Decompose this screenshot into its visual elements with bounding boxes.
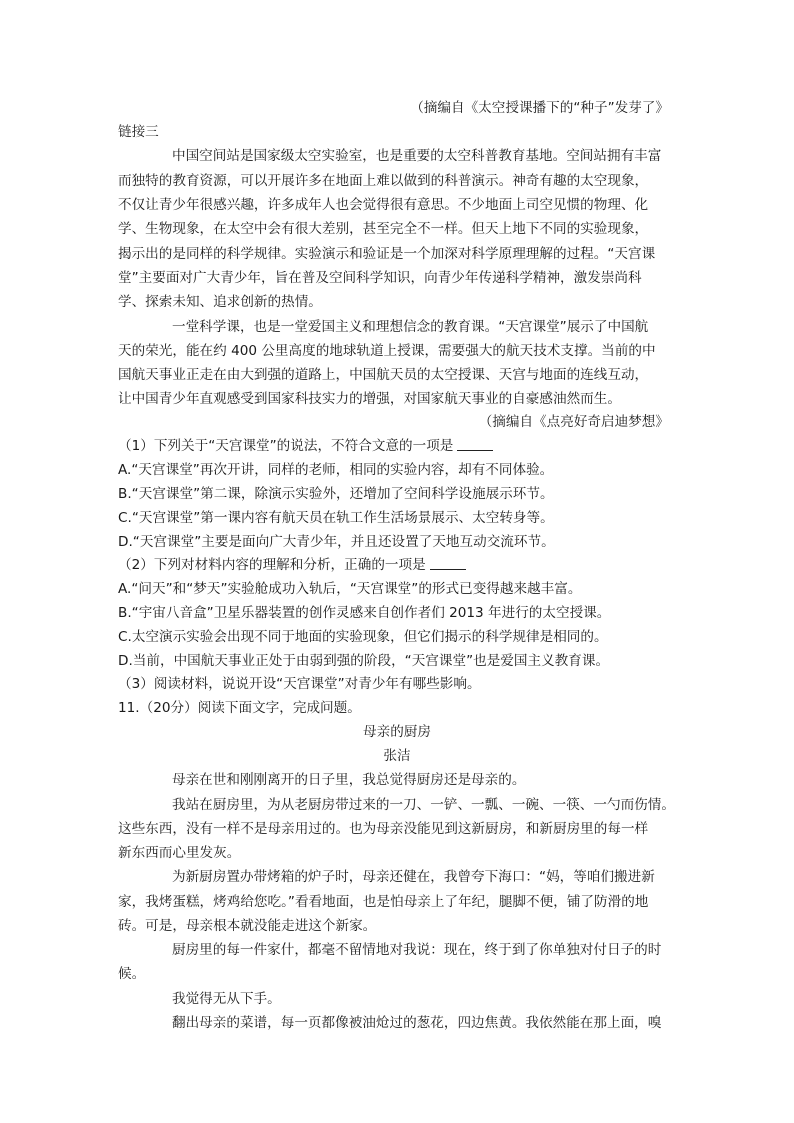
source-citation-top: （摘编自《太空授课播下的“种子”发芽了》 (410, 100, 669, 116)
text-line: 堂”主要面对广大青少年，旨在普及空间科学知识，向青少年传递科学精神，激发崇尚科 (118, 270, 642, 286)
story-line: 母亲在世和刚刚离开的日子里，我总觉得厨房还是母亲的。 (172, 772, 526, 788)
text-line: 学、探索未知、追求创新的热情。 (118, 294, 322, 310)
question-stem (118, 554, 466, 576)
text-line: 而独特的教育资源，可以开展许多在地面上难以做到的科普演示。神奇有趣的太空现象， (118, 173, 649, 189)
story-line: 我觉得无从下手。 (172, 991, 281, 1007)
option-d: D.当前，中国航天事业正处于由弱到强的阶段，“天宫课堂”也是爱国主义教育课。 (118, 653, 610, 669)
option-a: A.“天宫课堂”再次开讲，同样的老师，相同的实验内容，却有不同体验。 (118, 462, 554, 478)
story-line: 我站在厨房里，为从老厨房带过来的一刀、一铲、一瓢、一碗、一筷、一勺而伤情。 (172, 797, 675, 813)
text-line: 让中国青少年直观感受到国家科技实力的增强，对国家航天事业的自豪感油然而生。 (118, 391, 621, 407)
story-author: 张洁 (383, 748, 411, 764)
text-line: 中国空间站是国家级太空实验室，也是重要的太空科普教育基地。空间站拥有丰富 (172, 148, 662, 164)
answer-blank (457, 436, 493, 451)
text-line: 一堂科学课，也是一堂爱国主义和理想信念的教育课。“天宫课堂”展示了中国航 (172, 319, 649, 335)
text-line: 天的荣光，能在约 400 公里高度的地球轨道上授课，需要强大的航天技术支撑。当前的中 (118, 343, 656, 359)
option-b: B.“天宫课堂”第二课，除演示实验外，还增加了空间科学设施展示环节。 (118, 486, 554, 502)
story-line: 厨房里的每一件家什，都毫不留情地对我说：现在，终于到了你单独对付日子的时 (172, 942, 662, 958)
question-11-heading: 11.（20分）阅读下面文字，完成问题。 (118, 700, 361, 716)
story-line: 这些东西，没有一样不是母亲用过的。也为母亲没能见到这新厨房，和新厨房里的每一样 (118, 821, 649, 837)
answer-blank (430, 555, 466, 570)
text-line: 学、生物现象，在太空中会有很大差别，甚至完全不一样。但天上地下不同的实验现象， (118, 221, 649, 237)
story-line: 家，我烤蛋糕，烤鸡给您吃。”看看地面，也是怕母亲上了年纪，腿脚不便，铺了防滑的地 (118, 894, 649, 910)
story-line: 为新厨房置办带烤箱的炉子时，母亲还健在，我曾夸下海口：“妈，等咱们搬进新 (172, 869, 655, 885)
question-stem-text: （2）下列对材料内容的理解和分析，正确的一项是 (118, 557, 426, 573)
text-line: 不仅让青少年很感兴趣，许多成年人也会觉得很有意思。不少地面上司空见惯的物理、化 (118, 197, 649, 213)
question-stem-text: （1）下列关于“天宫课堂”的说法，不符合文意的一项是 (118, 438, 454, 454)
question-stem (118, 435, 493, 457)
story-line: 翻出母亲的菜谱，每一页都像被油炝过的葱花，四边焦黄。我依然能在那上面，嗅 (172, 1015, 662, 1031)
story-line: 砖。可是，母亲根本就没能走进这个新家。 (118, 918, 377, 934)
source-citation-link3: （摘编自《点亮好奇启迪梦想》 (478, 414, 669, 430)
option-b: B.“宇宙八音盒”卫星乐器装置的创作灵感来自创作者们 2013 年进行的太空授课。 (118, 605, 611, 621)
option-c: C.“天宫课堂”第一课内容有航天员在轨工作生活场景展示、太空转身等。 (118, 510, 554, 526)
text-line: 揭示出的是同样的科学规律。实验演示和验证是一个加深对科学原理理解的过程。“天宫课 (118, 246, 656, 262)
story-title: 母亲的厨房 (363, 724, 431, 740)
story-line: 候。 (118, 966, 146, 982)
link3-heading: 链接三 (118, 124, 159, 140)
option-d: D.“天宫课堂”主要是面向广大青少年，并且还设置了天地互动交流环节。 (118, 534, 555, 550)
text-line: 国航天事业正走在由大到强的道路上，中国航天员的太空授课、天宫与地面的连线互动， (118, 367, 649, 383)
option-c: C.太空演示实验会出现不同于地面的实验现象，但它们揭示的科学规律是相同的。 (118, 629, 608, 645)
story-line: 新东西而心里发灰。 (118, 845, 241, 861)
option-a: A.“问天”和“梦天”实验舱成功入轨后，“天宫课堂”的形式已变得越来越丰富。 (118, 581, 582, 597)
question-3: （3）阅读材料，说说开设“天宫课堂”对青少年有哪些影响。 (118, 676, 481, 692)
